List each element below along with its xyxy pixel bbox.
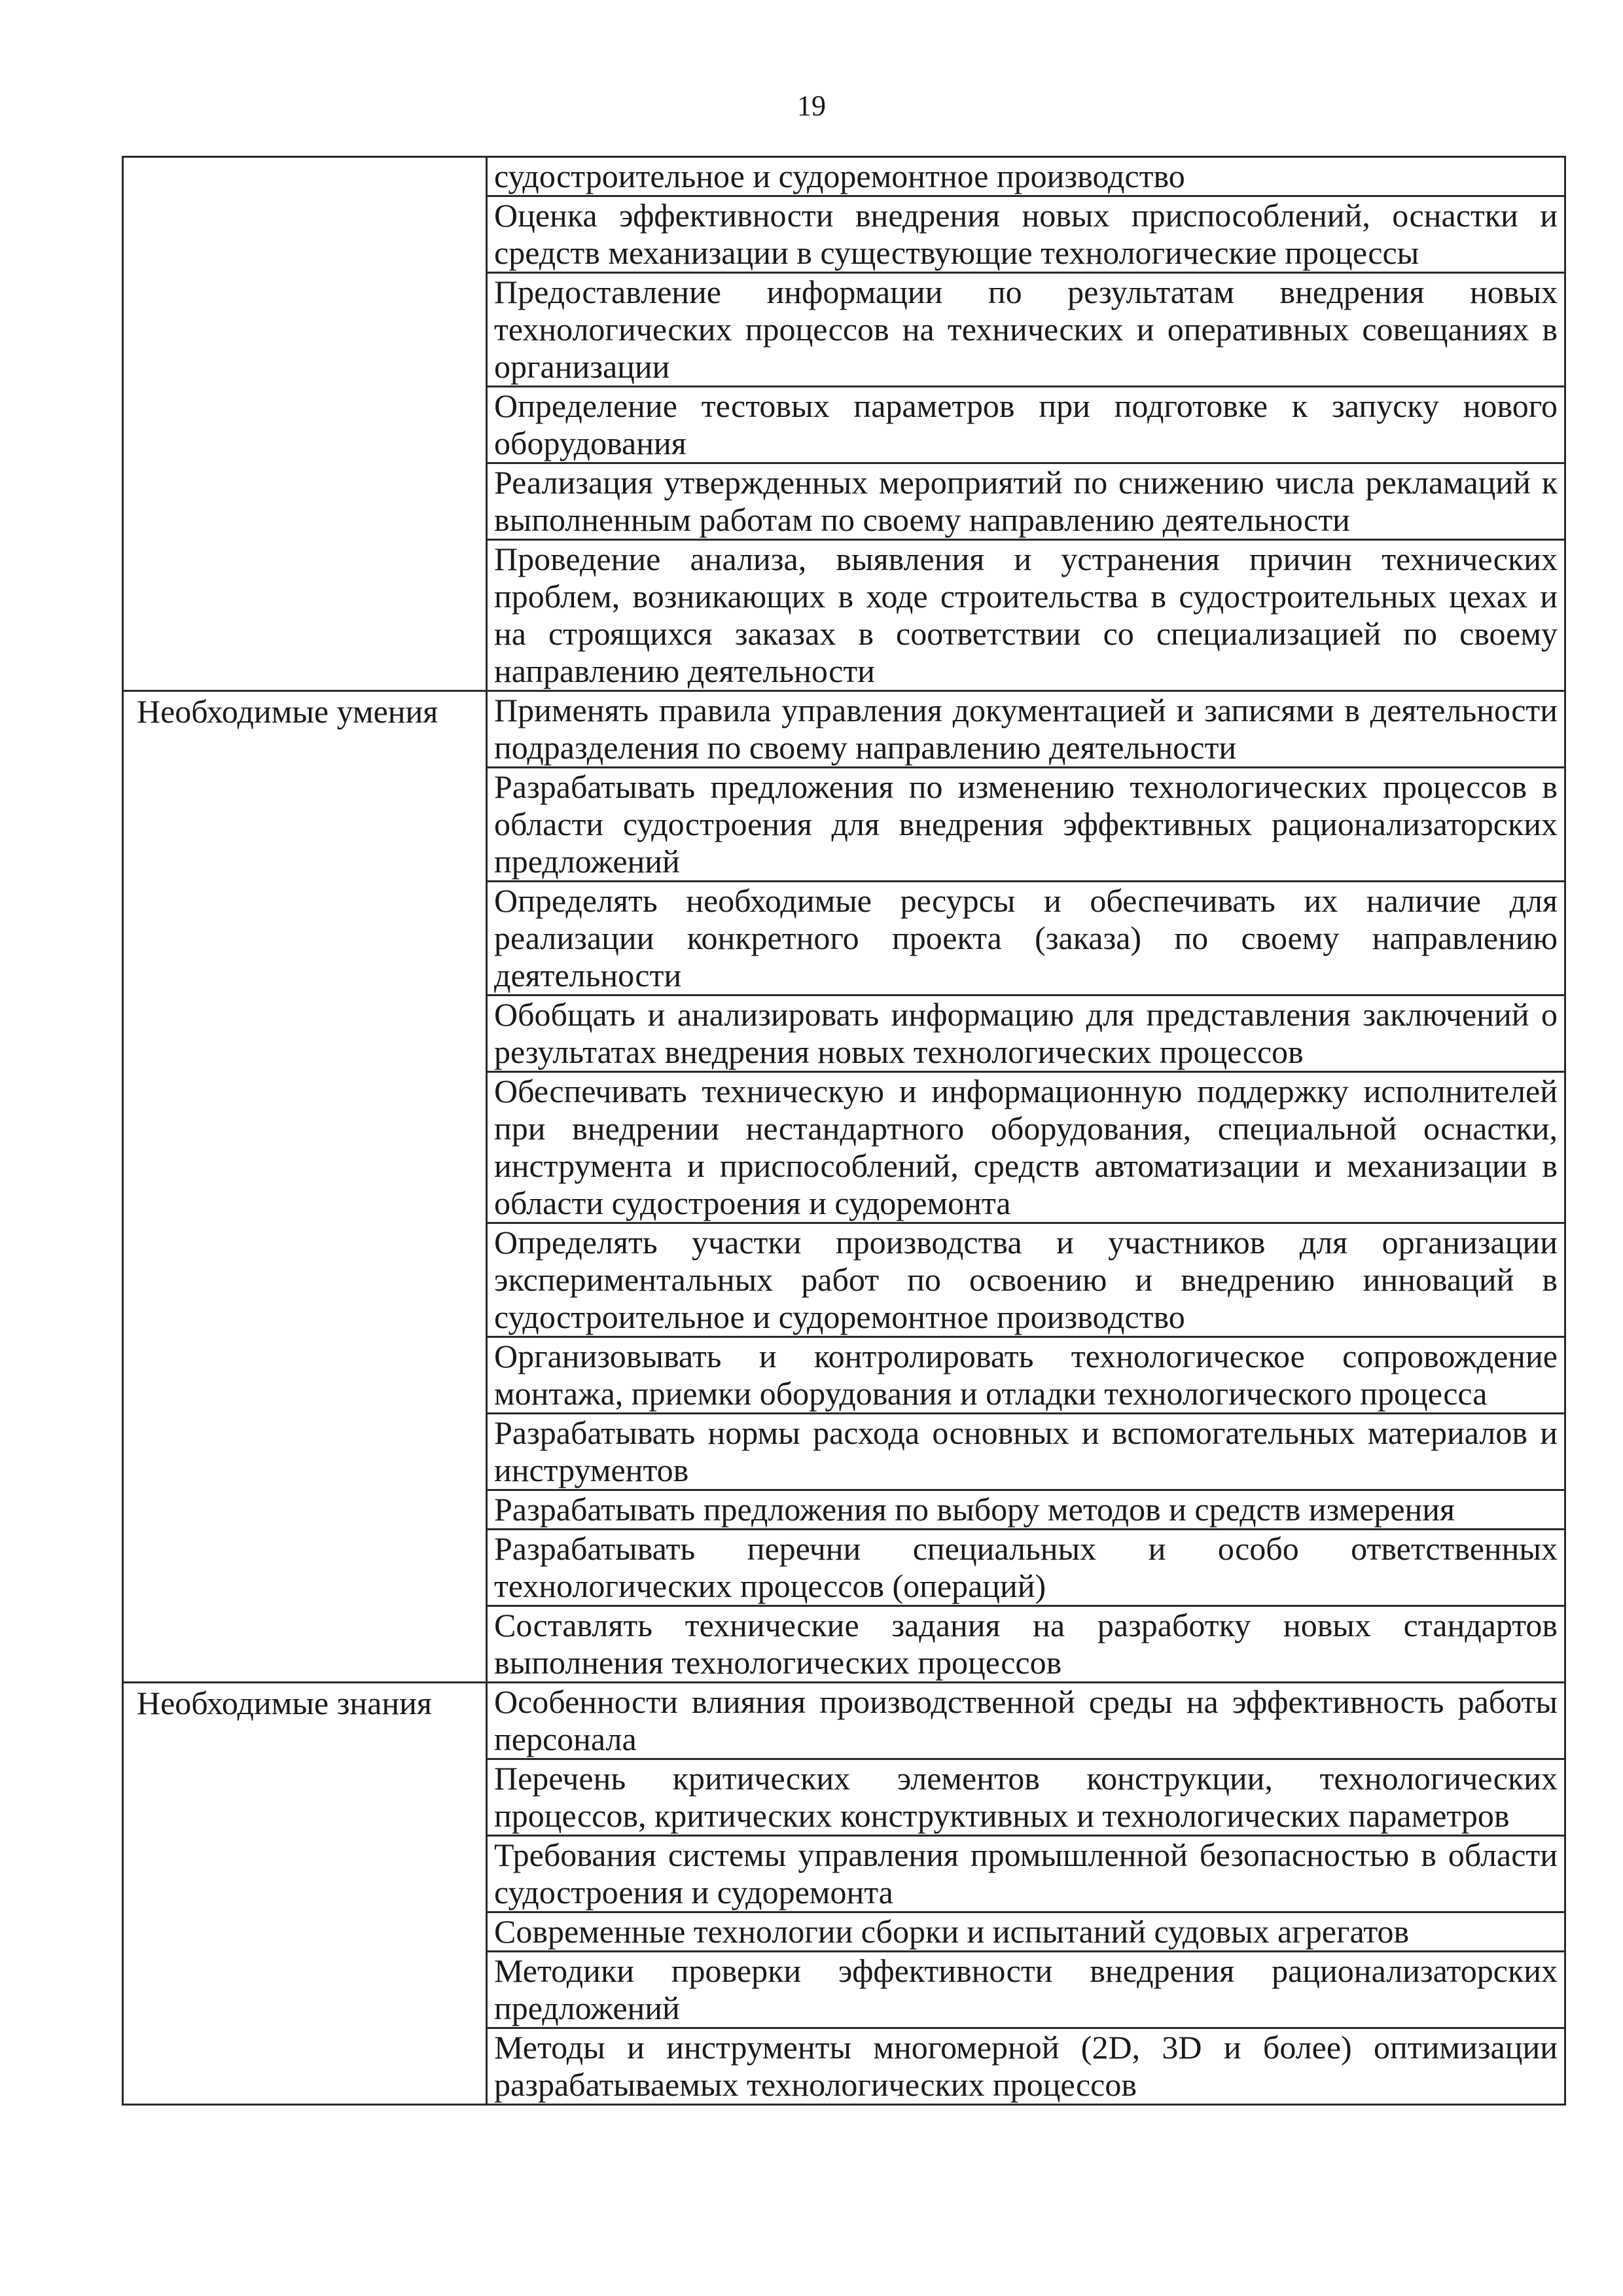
requirements-table-body bbox=[123, 157, 1565, 2105]
requirement-item: Обеспечивать техническую и информационную поддержку исполнителей при внедрении нестандартного оборудования, специальной оснастки, инструмента и приспособлений, средств автоматизации и механизации в области судостроения и судоремонта bbox=[487, 1072, 1565, 1223]
section-label: Необходимые знания bbox=[123, 1683, 487, 2105]
requirement-item: Оценка эффективности внедрения новых приспособлений, оснастки и средств механизации в существующие технологические процессы bbox=[487, 196, 1565, 273]
requirement-item: Предоставление информации по результатам внедрения новых технологических процессов на технических и оперативных совещаниях в организации bbox=[487, 273, 1565, 387]
requirement-item: Требования системы управления промышленной безопасностью в области судостроения и судоремонта bbox=[487, 1836, 1565, 1912]
page-number: 19 bbox=[797, 90, 826, 122]
requirement-item: Современные технологии сборки и испытаний судовых агрегатов bbox=[487, 1912, 1565, 1952]
requirement-item: Организовывать и контролировать технологическое сопровождение монтажа, приемки оборудования и отладки технологического процесса bbox=[487, 1337, 1565, 1414]
requirement-item: Особенности влияния производственной среды на эффективность работы персонала bbox=[487, 1683, 1565, 1759]
requirement-item: Составлять технические задания на разработку новых стандартов выполнения технологических процессов bbox=[487, 1606, 1565, 1683]
section-label bbox=[123, 157, 487, 691]
requirement-item: Определять участки производства и участников для организации экспериментальных работ по освоению и внедрению инноваций в судостроительное и судоремонтное производство bbox=[487, 1223, 1565, 1337]
requirement-item: Определять необходимые ресурсы и обеспечивать их наличие для реализации конкретного проекта (заказа) по своему направлению деятельности bbox=[487, 882, 1565, 996]
requirement-item: Разрабатывать предложения по изменению технологических процессов в области судостроения для внедрения эффективных рационализаторских предложений bbox=[487, 768, 1565, 882]
requirement-item: Проведение анализа, выявления и устранения причин технических проблем, возникающих в ходе строительства в судостроительных цехах и на строящихся заказах в соответствии со специализацией по своему направлению деятельности bbox=[487, 540, 1565, 691]
requirement-item: Обобщать и анализировать информацию для представления заключений о результатах внедрения новых технологических процессов bbox=[487, 996, 1565, 1072]
section-label: Необходимые умения bbox=[123, 691, 487, 1683]
requirement-item: Разрабатывать нормы расхода основных и вспомогательных материалов и инструментов bbox=[487, 1414, 1565, 1490]
requirement-item: Методики проверки эффективности внедрения рационализаторских предложений bbox=[487, 1952, 1565, 2028]
requirement-item: судостроительное и судоремонтное производство bbox=[487, 157, 1565, 196]
requirement-item: Применять правила управления документацией и записями в деятельности подразделения по своему направлению деятельности bbox=[487, 691, 1565, 768]
table-row bbox=[123, 1683, 1565, 1759]
requirement-item: Определение тестовых параметров при подготовке к запуску нового оборудования bbox=[487, 387, 1565, 463]
requirement-item: Перечень критических элементов конструкции, технологических процессов, критических конструктивных и технологических параметров bbox=[487, 1759, 1565, 1836]
requirement-item: Методы и инструменты многомерной (2D, 3D и более) оптимизации разрабатываемых технологических процессов bbox=[487, 2028, 1565, 2105]
table-row bbox=[123, 691, 1565, 768]
requirement-item: Разрабатывать предложения по выбору методов и средств измерения bbox=[487, 1490, 1565, 1530]
requirements-table bbox=[122, 156, 1566, 2106]
requirement-item: Реализация утвержденных мероприятий по снижению числа рекламаций к выполненным работам по своему направлению деятельности bbox=[487, 463, 1565, 540]
table-row bbox=[123, 157, 1565, 196]
requirement-item: Разрабатывать перечни специальных и особо ответственных технологических процессов (операций) bbox=[487, 1530, 1565, 1606]
